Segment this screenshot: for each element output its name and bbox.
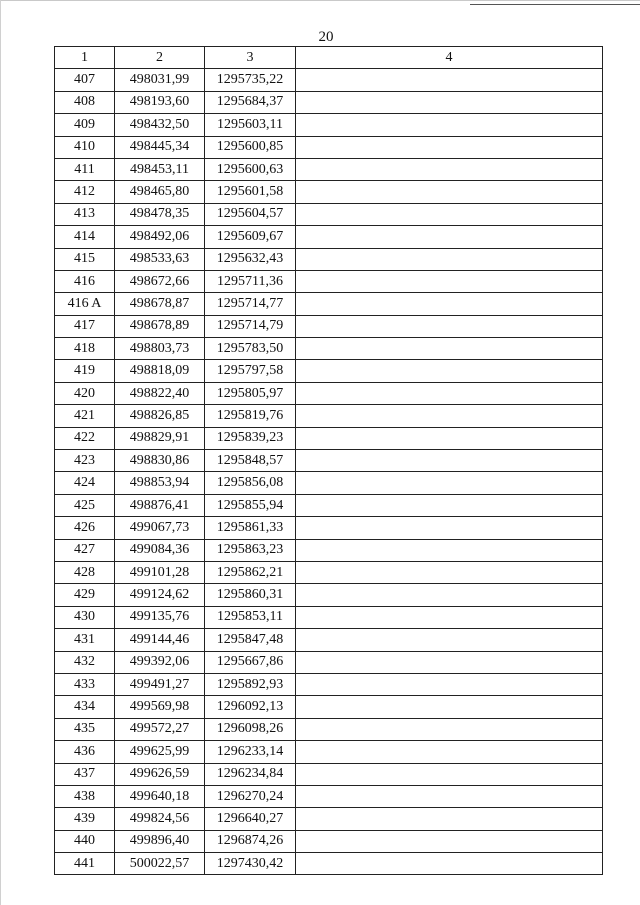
point-number-cell: 435 <box>55 718 115 740</box>
note-cell <box>296 338 603 360</box>
table-row <box>55 315 603 337</box>
y-coordinate-cell: 1295847,48 <box>205 629 296 651</box>
table-row <box>55 427 603 449</box>
y-coordinate-cell: 1295735,22 <box>205 69 296 91</box>
table-row <box>55 741 603 763</box>
x-coordinate-cell: 499896,40 <box>115 830 205 852</box>
note-cell <box>296 629 603 651</box>
point-number-cell: 429 <box>55 584 115 606</box>
note-cell <box>296 382 603 404</box>
note-cell <box>296 203 603 225</box>
y-coordinate-cell: 1295714,79 <box>205 315 296 337</box>
x-coordinate-cell: 498465,80 <box>115 181 205 203</box>
point-number-cell: 410 <box>55 136 115 158</box>
table-row <box>55 785 603 807</box>
x-coordinate-cell: 499824,56 <box>115 808 205 830</box>
y-coordinate-cell: 1296640,27 <box>205 808 296 830</box>
note-cell <box>296 270 603 292</box>
page-number: 20 <box>318 29 334 45</box>
coordinates-table <box>54 46 603 875</box>
table-row <box>55 763 603 785</box>
x-coordinate-cell: 498853,94 <box>115 472 205 494</box>
table-row <box>55 382 603 404</box>
point-number-cell: 407 <box>55 69 115 91</box>
corner-rule-line <box>470 4 640 5</box>
point-number-cell: 425 <box>55 494 115 516</box>
table-row <box>55 561 603 583</box>
x-coordinate-cell: 498031,99 <box>115 69 205 91</box>
note-cell <box>296 584 603 606</box>
point-number-cell: 432 <box>55 651 115 673</box>
point-number-cell: 433 <box>55 673 115 695</box>
page-left-edge <box>0 0 1 905</box>
x-coordinate-cell: 498818,09 <box>115 360 205 382</box>
point-number-cell: 412 <box>55 181 115 203</box>
note-cell <box>296 226 603 248</box>
point-number-cell: 422 <box>55 427 115 449</box>
table-row <box>55 853 603 875</box>
y-coordinate-cell: 1295600,63 <box>205 158 296 180</box>
note-cell <box>296 181 603 203</box>
x-coordinate-cell: 500022,57 <box>115 853 205 875</box>
table-header-row <box>55 47 603 69</box>
y-coordinate-cell: 1295609,67 <box>205 226 296 248</box>
note-cell <box>296 808 603 830</box>
x-coordinate-cell: 499084,36 <box>115 539 205 561</box>
y-coordinate-cell: 1295856,08 <box>205 472 296 494</box>
note-cell <box>296 405 603 427</box>
table-row <box>55 270 603 292</box>
x-coordinate-cell: 498533,63 <box>115 248 205 270</box>
note-cell <box>296 472 603 494</box>
y-coordinate-cell: 1296098,26 <box>205 718 296 740</box>
y-coordinate-cell: 1295783,50 <box>205 338 296 360</box>
table-row <box>55 718 603 740</box>
column-header-4: 4 <box>296 47 603 69</box>
point-number-cell: 413 <box>55 203 115 225</box>
point-number-cell: 409 <box>55 114 115 136</box>
table-row <box>55 91 603 113</box>
table-row <box>55 158 603 180</box>
table-row <box>55 293 603 315</box>
x-coordinate-cell: 499144,46 <box>115 629 205 651</box>
table-row <box>55 69 603 91</box>
note-cell <box>296 360 603 382</box>
x-coordinate-cell: 498453,11 <box>115 158 205 180</box>
y-coordinate-cell: 1297430,42 <box>205 853 296 875</box>
x-coordinate-cell: 498803,73 <box>115 338 205 360</box>
y-coordinate-cell: 1295860,31 <box>205 584 296 606</box>
y-coordinate-cell: 1295848,57 <box>205 450 296 472</box>
y-coordinate-cell: 1296092,13 <box>205 696 296 718</box>
table-row <box>55 405 603 427</box>
point-number-cell: 426 <box>55 517 115 539</box>
table-row <box>55 651 603 673</box>
y-coordinate-cell: 1295600,85 <box>205 136 296 158</box>
x-coordinate-cell: 498829,91 <box>115 427 205 449</box>
table-row <box>55 338 603 360</box>
note-cell <box>296 606 603 628</box>
point-number-cell: 427 <box>55 539 115 561</box>
page-top-edge <box>0 0 640 1</box>
table-row <box>55 203 603 225</box>
y-coordinate-cell: 1295861,33 <box>205 517 296 539</box>
table-row <box>55 808 603 830</box>
point-number-cell: 439 <box>55 808 115 830</box>
point-number-cell: 436 <box>55 741 115 763</box>
x-coordinate-cell: 498876,41 <box>115 494 205 516</box>
note-cell <box>296 293 603 315</box>
table-row <box>55 517 603 539</box>
point-number-cell: 423 <box>55 450 115 472</box>
note-cell <box>296 741 603 763</box>
note-cell <box>296 517 603 539</box>
point-number-cell: 415 <box>55 248 115 270</box>
y-coordinate-cell: 1295819,76 <box>205 405 296 427</box>
x-coordinate-cell: 499101,28 <box>115 561 205 583</box>
note-cell <box>296 853 603 875</box>
table-row <box>55 629 603 651</box>
point-number-cell: 416 <box>55 270 115 292</box>
point-number-cell: 416 A <box>55 293 115 315</box>
x-coordinate-cell: 498822,40 <box>115 382 205 404</box>
point-number-cell: 431 <box>55 629 115 651</box>
table-row <box>55 830 603 852</box>
x-coordinate-cell: 498826,85 <box>115 405 205 427</box>
note-cell <box>296 315 603 337</box>
x-coordinate-cell: 499392,06 <box>115 651 205 673</box>
point-number-cell: 421 <box>55 405 115 427</box>
table-row <box>55 494 603 516</box>
y-coordinate-cell: 1296234,84 <box>205 763 296 785</box>
x-coordinate-cell: 499640,18 <box>115 785 205 807</box>
x-coordinate-cell: 498830,86 <box>115 450 205 472</box>
x-coordinate-cell: 498678,89 <box>115 315 205 337</box>
table-row <box>55 472 603 494</box>
point-number-cell: 434 <box>55 696 115 718</box>
point-number-cell: 438 <box>55 785 115 807</box>
y-coordinate-cell: 1295853,11 <box>205 606 296 628</box>
point-number-cell: 414 <box>55 226 115 248</box>
table-row <box>55 181 603 203</box>
y-coordinate-cell: 1295632,43 <box>205 248 296 270</box>
note-cell <box>296 718 603 740</box>
note-cell <box>296 539 603 561</box>
table-row <box>55 114 603 136</box>
point-number-cell: 440 <box>55 830 115 852</box>
note-cell <box>296 114 603 136</box>
point-number-cell: 417 <box>55 315 115 337</box>
y-coordinate-cell: 1295855,94 <box>205 494 296 516</box>
point-number-cell: 420 <box>55 382 115 404</box>
note-cell <box>296 248 603 270</box>
table-body <box>55 69 603 875</box>
point-number-cell: 437 <box>55 763 115 785</box>
column-header-2: 2 <box>115 47 205 69</box>
table-row <box>55 360 603 382</box>
x-coordinate-cell: 499124,62 <box>115 584 205 606</box>
table-row <box>55 584 603 606</box>
y-coordinate-cell: 1295603,11 <box>205 114 296 136</box>
y-coordinate-cell: 1295797,58 <box>205 360 296 382</box>
point-number-cell: 419 <box>55 360 115 382</box>
x-coordinate-cell: 499491,27 <box>115 673 205 695</box>
x-coordinate-cell: 499625,99 <box>115 741 205 763</box>
note-cell <box>296 763 603 785</box>
x-coordinate-cell: 498678,87 <box>115 293 205 315</box>
point-number-cell: 428 <box>55 561 115 583</box>
x-coordinate-cell: 499626,59 <box>115 763 205 785</box>
table-row <box>55 248 603 270</box>
note-cell <box>296 69 603 91</box>
note-cell <box>296 158 603 180</box>
point-number-cell: 441 <box>55 853 115 875</box>
table-row <box>55 673 603 695</box>
y-coordinate-cell: 1295711,36 <box>205 270 296 292</box>
x-coordinate-cell: 498672,66 <box>115 270 205 292</box>
column-header-1: 1 <box>55 47 115 69</box>
y-coordinate-cell: 1295862,21 <box>205 561 296 583</box>
y-coordinate-cell: 1295667,86 <box>205 651 296 673</box>
note-cell <box>296 450 603 472</box>
note-cell <box>296 561 603 583</box>
y-coordinate-cell: 1295684,37 <box>205 91 296 113</box>
column-header-3: 3 <box>205 47 296 69</box>
point-number-cell: 430 <box>55 606 115 628</box>
x-coordinate-cell: 498478,35 <box>115 203 205 225</box>
x-coordinate-cell: 499135,76 <box>115 606 205 628</box>
x-coordinate-cell: 499572,27 <box>115 718 205 740</box>
x-coordinate-cell: 499067,73 <box>115 517 205 539</box>
note-cell <box>296 494 603 516</box>
y-coordinate-cell: 1295805,97 <box>205 382 296 404</box>
y-coordinate-cell: 1295892,93 <box>205 673 296 695</box>
x-coordinate-cell: 499569,98 <box>115 696 205 718</box>
y-coordinate-cell: 1295714,77 <box>205 293 296 315</box>
table-row <box>55 696 603 718</box>
x-coordinate-cell: 498193,60 <box>115 91 205 113</box>
note-cell <box>296 136 603 158</box>
y-coordinate-cell: 1296874,26 <box>205 830 296 852</box>
x-coordinate-cell: 498445,34 <box>115 136 205 158</box>
x-coordinate-cell: 498492,06 <box>115 226 205 248</box>
note-cell <box>296 673 603 695</box>
x-coordinate-cell: 498432,50 <box>115 114 205 136</box>
y-coordinate-cell: 1296270,24 <box>205 785 296 807</box>
y-coordinate-cell: 1295601,58 <box>205 181 296 203</box>
y-coordinate-cell: 1295863,23 <box>205 539 296 561</box>
point-number-cell: 418 <box>55 338 115 360</box>
note-cell <box>296 696 603 718</box>
y-coordinate-cell: 1295839,23 <box>205 427 296 449</box>
table-row <box>55 450 603 472</box>
note-cell <box>296 830 603 852</box>
table-row <box>55 226 603 248</box>
table-row <box>55 136 603 158</box>
point-number-cell: 411 <box>55 158 115 180</box>
point-number-cell: 424 <box>55 472 115 494</box>
y-coordinate-cell: 1296233,14 <box>205 741 296 763</box>
table-row <box>55 606 603 628</box>
note-cell <box>296 427 603 449</box>
note-cell <box>296 651 603 673</box>
y-coordinate-cell: 1295604,57 <box>205 203 296 225</box>
note-cell <box>296 91 603 113</box>
note-cell <box>296 785 603 807</box>
point-number-cell: 408 <box>55 91 115 113</box>
table-row <box>55 539 603 561</box>
